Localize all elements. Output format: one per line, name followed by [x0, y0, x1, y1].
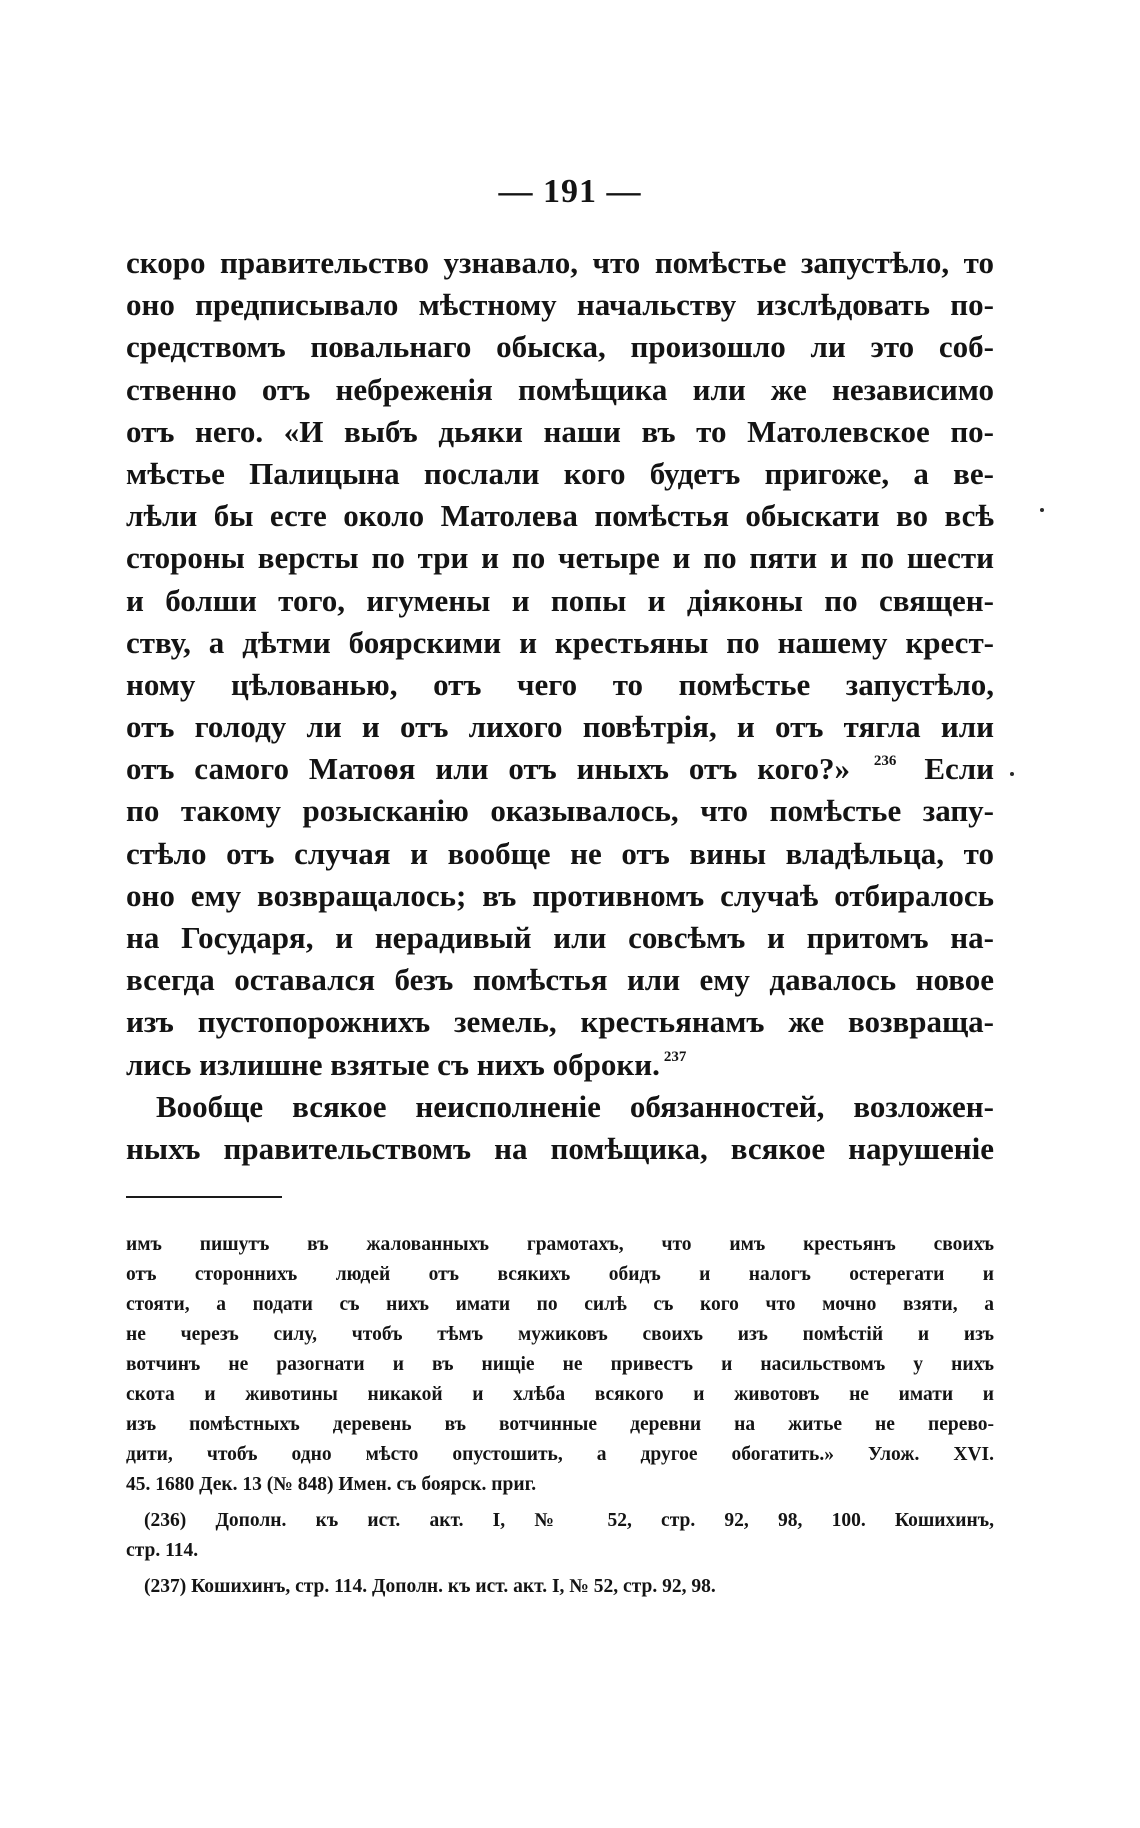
text-line-with-reference	[126, 1044, 994, 1086]
footnote-line: изъ помѣстныхъ деревень въ вотчинные деревни на житье не перево-	[126, 1414, 994, 1435]
page-number: — 191 —	[498, 173, 642, 210]
footnote-separator	[126, 1196, 282, 1198]
text-line: оно предписывало мѣстному начальству изслѣдовать по-	[126, 287, 994, 323]
text-line: ному цѣлованью, отъ чего то помѣстье запустѣло,	[126, 666, 994, 702]
print-speck	[1040, 508, 1044, 512]
text-segment: Если	[924, 751, 995, 787]
footnote-line: вотчинъ не разогнати и въ нищіе не привестъ и насильствомъ у нихъ	[126, 1354, 994, 1375]
text-line: всегда оставался безъ помѣстья или ему давалось новое	[126, 962, 994, 998]
text-line: мѣстье Палицына послали кого будетъ пригоже, а ве-	[126, 455, 994, 491]
footnote-reference-236: 236	[873, 753, 897, 770]
footnote-line: имъ пишутъ въ жалованныхъ грамотахъ, что имъ крестьянъ своихъ	[126, 1234, 994, 1255]
footnote-line: стояти, а подати съ нихъ имати по силѣ съ кого что мочно взяти, а	[126, 1294, 994, 1315]
text-line: стѣло отъ случая и вообще не отъ вины владѣльца, то	[126, 835, 994, 871]
text-line: на Государя, и нерадивый или совсѣмъ и притомъ на-	[126, 920, 994, 955]
text-line: отъ него. «И выбъ дьяки наши въ то Матолевское по-	[126, 413, 994, 449]
footnote-line: скота и животины никакой и хлѣба всякого и животовъ не имати и	[126, 1384, 994, 1405]
text-segment: лись излишне взятые съ нихъ оброки.	[126, 1046, 660, 1082]
text-line: ству, а дѣтми боярскими и крестьяны по нашему крест-	[126, 624, 994, 660]
text-line: оно ему возвращалось; въ противномъ случаѣ отбиралось	[126, 877, 994, 913]
text-line: стороны версты по три и по четыре и по пяти и по шести	[126, 540, 994, 576]
text-line: ственно отъ небреженія помѣщика или же независимо	[126, 371, 994, 407]
print-speck	[1010, 772, 1014, 776]
footnote-continuation	[126, 1230, 994, 1500]
paragraph-start-line: Вообще всякое неисполненіе обязанностей, возложен-	[156, 1088, 994, 1124]
text-line: по такому розысканію оказывалось, что помѣстье запу-	[126, 793, 994, 829]
text-line: ныхъ правительствомъ на помѣщика, всякое нарушеніе	[126, 1130, 994, 1166]
text-segment: отъ самого Матоѳя или отъ иныхъ отъ кого?»	[126, 751, 850, 787]
footnotes	[126, 1230, 994, 1602]
text-line: лѣли бы есте около Матолева помѣстья обыскати во всѣ	[126, 498, 994, 534]
text-line: изъ пустопорожнихъ земель, крестьянамъ же возвраща-	[126, 1004, 994, 1040]
text-line: отъ голоду ли и отъ лихого повѣтрія, и отъ тягла или	[126, 709, 994, 745]
footnote-reference-237: 237	[663, 1048, 687, 1065]
footnote-237	[126, 1572, 994, 1602]
footnote-line: не черезъ силу, чтобъ тѣмъ мужиковъ своихъ изъ помѣстій и изъ	[126, 1324, 994, 1345]
footnote-line: 45. 1680 Дек. 13 (№ 848) Имен. съ боярск. приг.	[126, 1474, 537, 1495]
footnote-line: стр. 114.	[126, 1540, 199, 1561]
footnote-line: (237) Кошихинъ, стр. 114. Дополн. къ ист. акт. I, № 52, стр. 92, 98.	[144, 1576, 716, 1597]
footnote-236	[126, 1506, 994, 1566]
text-line: и болши того, игумены и попы и діяконы по священ-	[126, 582, 994, 618]
footnote-line: дити, чтобъ одно мѣсто опустошить, а другое обогатить.» Улож. XVI.	[126, 1444, 994, 1465]
footnote-line: отъ стороннихъ людей отъ всякихъ обидъ и налогъ остерегати и	[126, 1264, 994, 1285]
footnote-line: (236) Дополн. къ ист. акт. I, № 52, стр. 92, 98, 100. Кошихинъ,	[144, 1510, 994, 1531]
main-text	[126, 242, 994, 1170]
text-line: скоро правительство узнавало, что помѣстье запустѣло, то	[126, 245, 994, 280]
text-line: средствомъ повальнаго обыска, произошло ли это соб-	[126, 329, 994, 365]
text-line-with-reference	[126, 748, 994, 790]
